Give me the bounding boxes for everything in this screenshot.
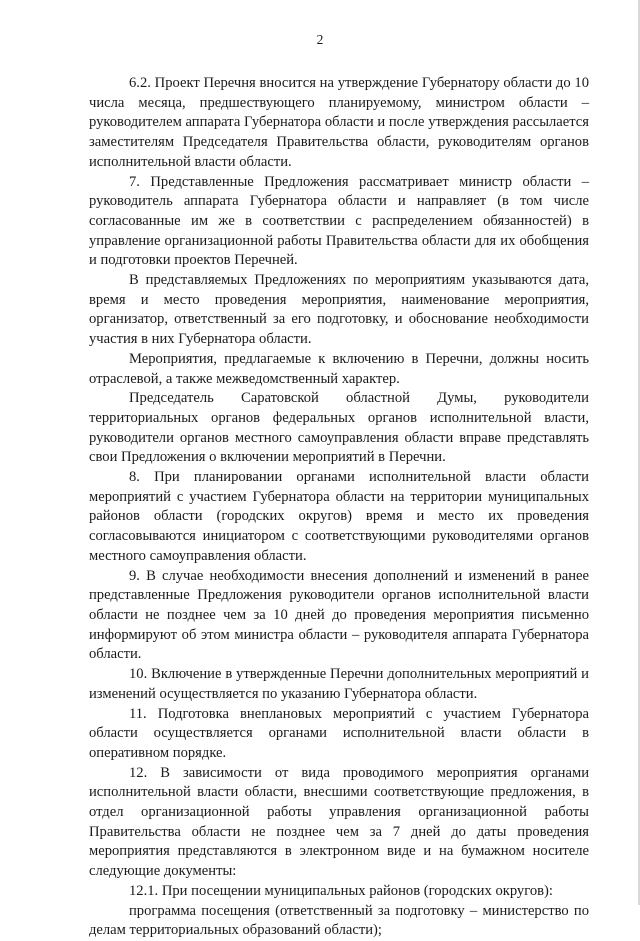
paragraph-12: 12. В зависимости от вида проводимого мероприятия органами исполнительной власти области, внесшими соответствующие предложения, в отдел организационной работы управления организационной работы Правительства области не позднее чем за 7 дней до даты проведения мероприятия представляются в электронном виде и на бумажном носителе следующие документы: [89, 764, 589, 880]
paragraph-7: 7. Представленные Предложения рассматривает министр области – руководитель аппарата Губернатора области и направляет (в том числе согласованные им же в соответствии с распределением обязанностей) в управление организационной работы Правительства области для их обобщения и подготовки проектов Перечней. [89, 173, 589, 269]
paragraph-11: 11. Подготовка внеплановых мероприятий с участием Губернатора области осуществляется органами исполнительной власти области в оперативном порядке. [89, 705, 589, 761]
paragraph-7-details: В представляемых Предложениях по мероприятиям указываются дата, время и место проведения мероприятия, наименование мероприятия, организатор, ответственный за его подготовку, и обоснование необходимости участия в них Губернатора области. [89, 272, 589, 348]
paragraph-7-proposals: Председатель Саратовской областной Думы, руководители территориальных органов федеральных органов исполнительной власти, руководители органов местного самоуправления области вправе представлять свои Предложения о включении мероприятий в Перечни. [89, 390, 589, 466]
paragraph-7-character: Мероприятия, предлагаемые к включению в Перечни, должны носить отраслевой, а также межведомственный характер. [89, 350, 589, 387]
paragraph-10: 10. Включение в утвержденные Перечни дополнительных мероприятий и изменений осуществляется по указанию Губернатора области. [89, 666, 589, 702]
paragraph-12-1: 12.1. При посещении муниципальных районов (городских округов): [129, 882, 553, 899]
paragraph-6-2: 6.2. Проект Перечня вносится на утверждение Губернатору области до 10 числа месяца, предшествующего планируемому, министром области – руководителем аппарата Губернатора области и после утверждения рассылается заместителям Председателя Правительства области, руководителям органов исполнительной власти области. [89, 75, 589, 170]
paragraph-9: 9. В случае необходимости внесения дополнений и изменений в ранее представленные Предложения руководители органов исполнительной власти области не позднее чем за 10 дней до проведения мероприятия письменно информируют об этом министра области – руководителя аппарата Губернатора области. [89, 567, 589, 663]
paragraph-8: 8. При планировании органами исполнительной власти области мероприятий с участием Губернатора области на территории муниципальных районов области (городских округов) время и место их проведения согласовываются инициатором с соответствующими руководителями органов местного самоуправления области. [89, 469, 589, 564]
page-number: 2 [316, 32, 324, 47]
document-body [89, 74, 589, 941]
paragraph-12-1-program: программа посещения (ответственный за подготовку – министерство по делам территориальных образований области); [89, 902, 589, 939]
